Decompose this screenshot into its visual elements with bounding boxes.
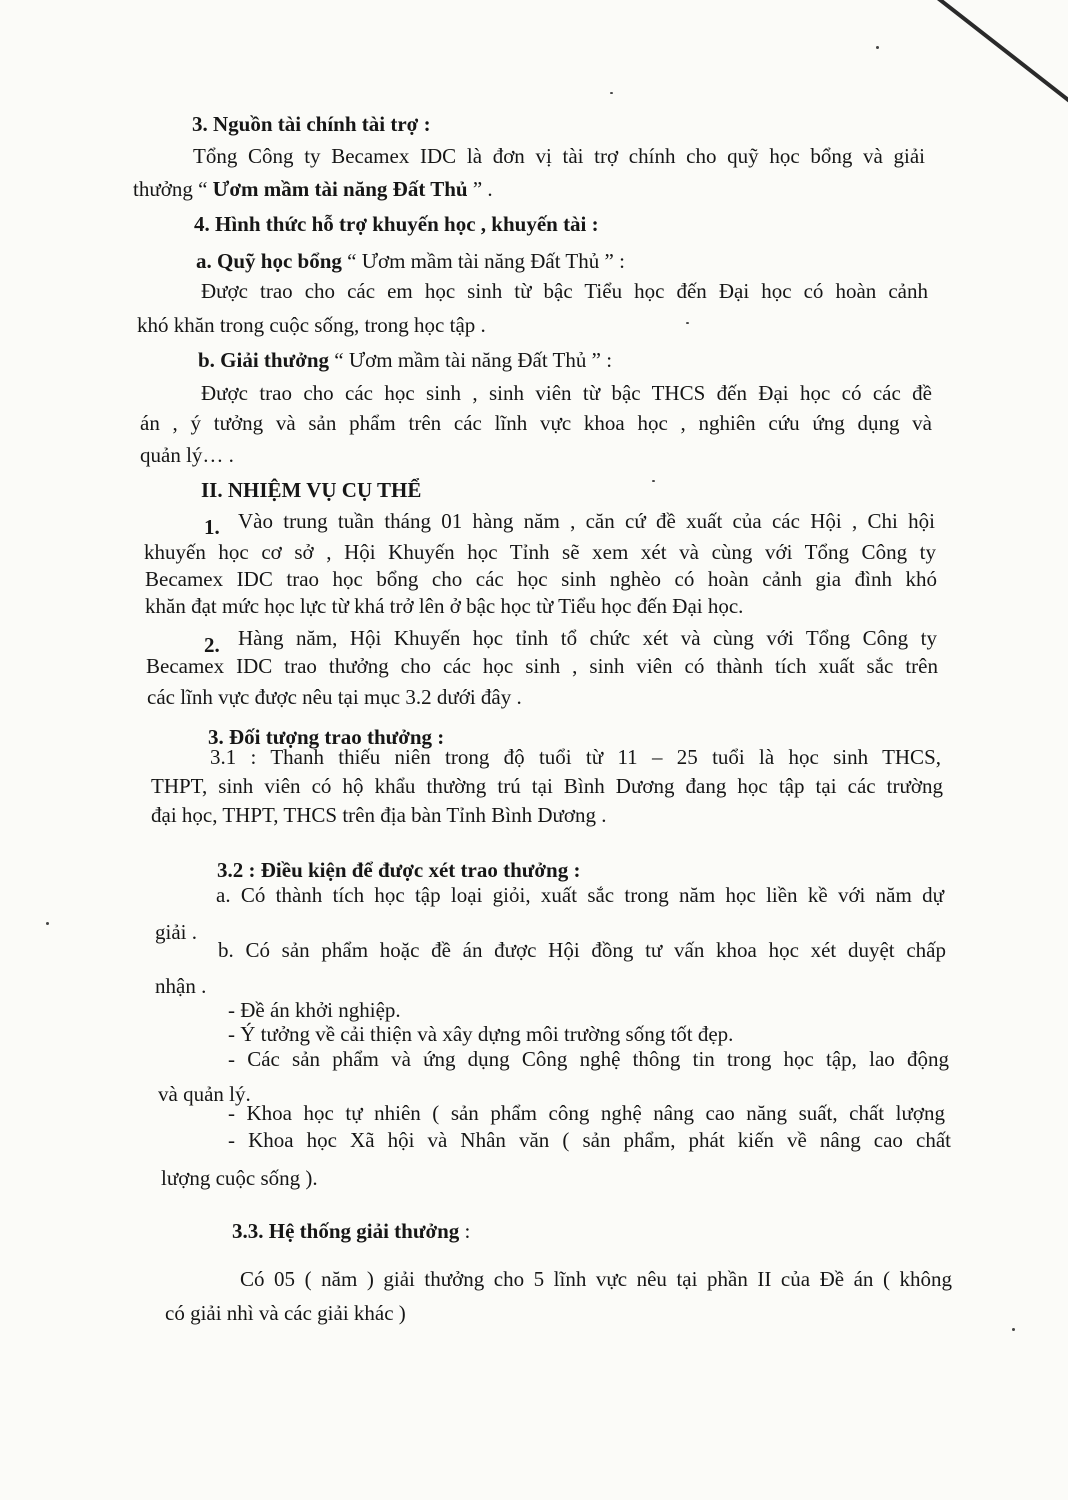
paragraph-line: Có 05 ( năm ) giải thưởng cho 5 lĩnh vực nêu tại phần II của Đề án ( không [240, 1267, 952, 1291]
paragraph-line: Hàng năm, Hội Khuyến học tỉnh tổ chức xét và cùng với Tổng Công ty [238, 626, 937, 650]
paragraph-line: khuyến học cơ sở , Hội Khuyến học Tỉnh sẽ xem xét và cùng với Tổng Công ty [144, 540, 936, 564]
paragraph-line: đại học, THPT, THCS trên địa bàn Tỉnh Bình Dương . [151, 803, 607, 827]
list-item: - Các sản phẩm và ứng dụng Công nghệ thông tin trong học tập, lao động [228, 1047, 949, 1071]
text-run: thưởng “ [133, 177, 213, 201]
list-item: - Đề án khởi nghiệp. [228, 998, 401, 1022]
paragraph-line: nhận . [155, 974, 207, 998]
paragraph-line: Becamex IDC trao thưởng cho các học sinh , sinh viên có thành tích xuất sắc trên [146, 654, 938, 678]
section-ii-heading: II. NHIỆM VỤ CỤ THỂ [201, 478, 422, 502]
scan-speck [686, 322, 689, 324]
paragraph-line: 3.1 : Thanh thiếu niên trong độ tuổi từ 11 – 25 tuổi là học sinh THCS, [210, 745, 941, 769]
section-4-heading: 4. Hình thức hỗ trợ khuyến học , khuyến tài : [194, 212, 599, 236]
text-run: “ Ươm mầm tài năng Đất Thủ ” : [341, 249, 625, 273]
paragraph-line: có giải nhì và các giải khác ) [165, 1301, 406, 1325]
scan-speck [610, 92, 613, 94]
scan-edge-mark [929, 0, 1068, 111]
section-3-heading: 3. Nguồn tài chính tài trợ : [192, 112, 431, 136]
list-item-continuation: lượng cuộc sống ). [161, 1166, 318, 1190]
subsection-4b-heading [198, 347, 612, 373]
text-run: 3.3. Hệ thống giải thưởng [232, 1219, 460, 1243]
scan-speck [652, 480, 655, 482]
paragraph-line: Becamex IDC trao học bổng cho các học sinh nghèo có hoàn cảnh gia đình khó [145, 567, 937, 591]
paragraph-line: a. Có thành tích học tập loại giỏi, xuất sắc trong năm học liền kề với năm dự [216, 883, 944, 907]
paragraph-line: án , ý tưởng và sản phẩm trên các lĩnh vực khoa học , nghiên cứu ứng dụng và [140, 411, 932, 435]
list-item: - Khoa học Xã hội và Nhân văn ( sản phẩm, phát kiến về nâng cao chất [228, 1128, 951, 1152]
list-item: - Ý tưởng về cải thiện và xây dựng môi trường sống tốt đẹp. [228, 1022, 734, 1046]
scan-speck [1012, 1328, 1015, 1331]
paragraph-line: Tổng Công ty Becamex IDC là đơn vị tài trợ chính cho quỹ học bổng và giải [193, 144, 925, 168]
paragraph-line: khó khăn trong cuộc sống, trong học tập . [137, 313, 486, 337]
subsection-3-3-heading [232, 1218, 470, 1244]
paragraph-line: b. Có sản phẩm hoặc đề án được Hội đồng tư vấn khoa học xét duyệt chấp [218, 938, 946, 962]
paragraph-line: các lĩnh vực được nêu tại mục 3.2 dưới đây . [147, 685, 522, 709]
list-item: - Khoa học tự nhiên ( sản phẩm công nghệ nâng cao năng suất, chất lượng [228, 1101, 945, 1125]
scan-speck [46, 922, 49, 925]
paragraph-line: giải . [155, 920, 197, 944]
text-run: b. Giải thưởng [198, 348, 330, 372]
paragraph-line: Vào trung tuần tháng 01 hàng năm , căn cứ đề xuất của các Hội , Chi hội [238, 509, 935, 533]
text-run: a. Quỹ học bổng [196, 249, 342, 273]
text-run: “ Ươm mầm tài năng Đất Thủ ” : [329, 348, 613, 372]
paragraph-line: quản lý… . [140, 443, 234, 467]
subsection-3-heading: 3. Đối tượng trao thưởng : [208, 725, 445, 749]
paragraph-line: khăn đạt mức học lực từ khá trở lên ở bậc học từ Tiểu học đến Đại học. [145, 594, 744, 618]
award-name: Ươm mầm tài năng Đất Thủ [212, 177, 468, 201]
paragraph-line [133, 176, 493, 202]
item-number: 1. [204, 515, 220, 539]
subsection-4a-heading [196, 248, 625, 274]
text-run: ” . [467, 177, 493, 201]
subsection-3-2-heading: 3.2 : Điều kiện để được xét trao thưởng : [217, 858, 581, 882]
scan-speck [876, 46, 879, 49]
list-item-continuation: và quản lý. [158, 1082, 251, 1106]
paragraph-line: Được trao cho các em học sinh từ bậc Tiểu học đến Đại học có hoàn cảnh [201, 279, 928, 303]
paragraph-line: Được trao cho các học sinh , sinh viên từ bậc THCS đến Đại học có các đề [201, 381, 932, 405]
text-run: : [459, 1219, 471, 1243]
paragraph-line: THPT, sinh viên có hộ khẩu thường trú tại Bình Dương đang học tập tại các trường [151, 774, 943, 798]
item-number: 2. [204, 633, 220, 657]
